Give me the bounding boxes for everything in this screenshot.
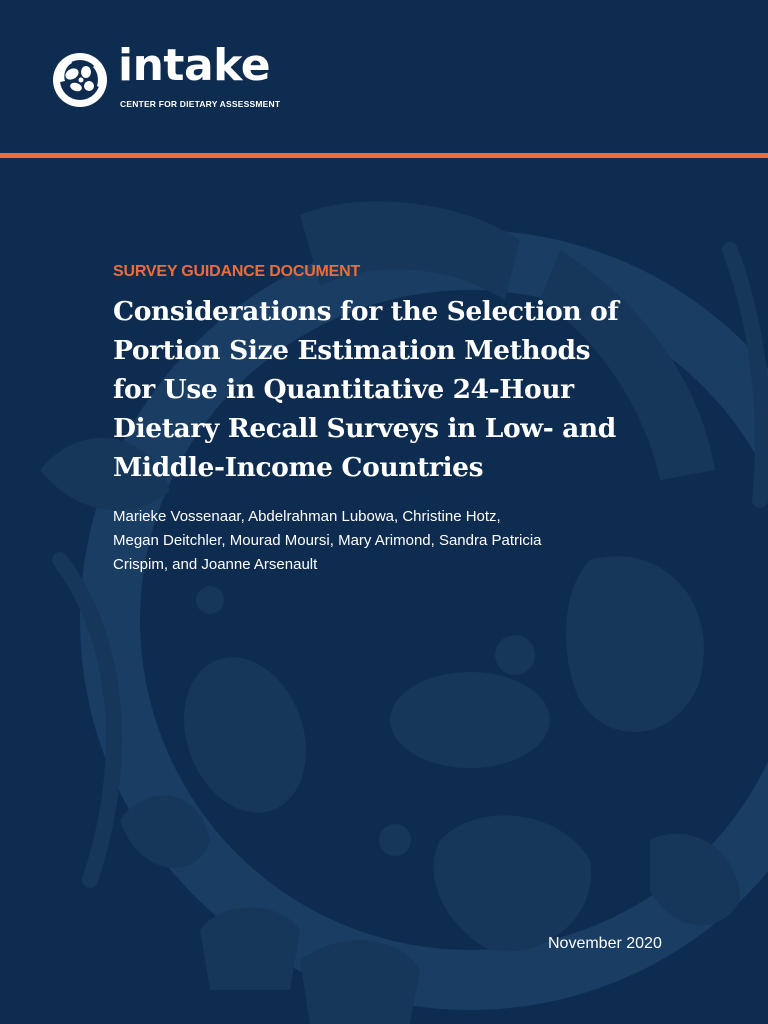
title-line: Middle-Income Countries [113, 452, 484, 483]
author-line: Crispim, and Joanne Arsenault [113, 556, 318, 573]
author-line: Megan Deitchler, Mourad Moursi, Mary Arimond, Sandra Patricia [113, 532, 542, 549]
title-line: Considerations for the Selection of [113, 296, 619, 327]
author-list [113, 505, 633, 577]
author-line: Marieke Vossenaar, Abdelrahman Lubowa, Christine Hotz, [113, 508, 501, 525]
title-line: Portion Size Estimation Methods [113, 335, 591, 366]
logo-wordmark: intake [118, 40, 271, 91]
document-title [113, 292, 673, 487]
food-circle-logo-icon [52, 52, 108, 108]
intake-logo [52, 40, 292, 112]
title-line: Dietary Recall Surveys in Low- and [113, 413, 616, 444]
document-type-label: SURVEY GUIDANCE DOCUMENT [113, 263, 361, 280]
title-line: for Use in Quantitative 24-Hour [113, 374, 574, 405]
logo-subtitle: CENTER FOR DIETARY ASSESSMENT [120, 99, 281, 109]
orange-divider [0, 153, 768, 158]
header-band [0, 0, 768, 153]
publication-date: November 2020 [548, 935, 662, 952]
